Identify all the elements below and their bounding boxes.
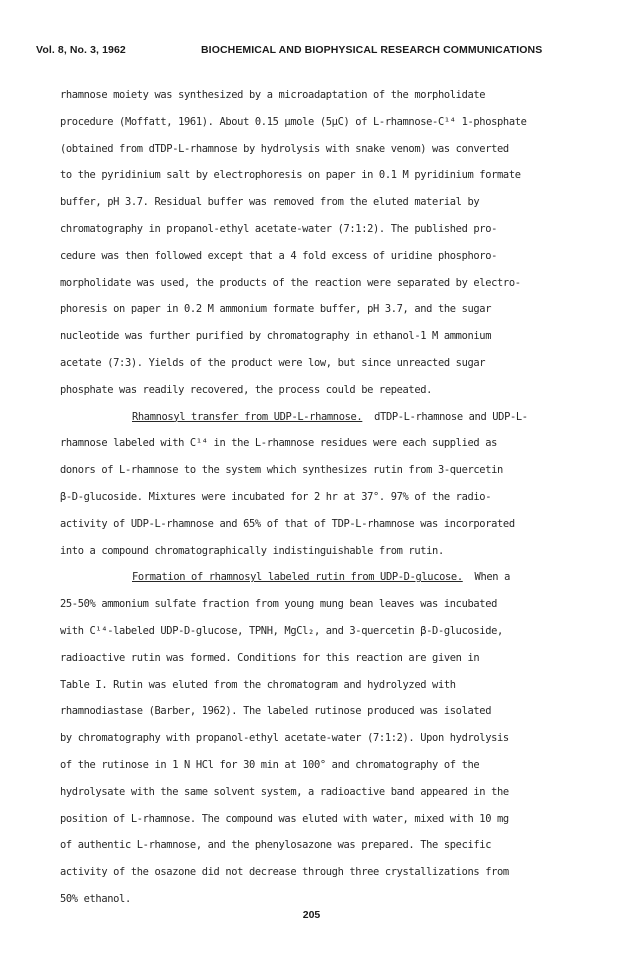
text-line: rhamnodiastase (Barber, 1962). The labeled rutinose produced was isolated [60, 705, 492, 718]
text-line: into a compound chromatographically indistinguishable from rutin. [60, 544, 444, 557]
text-line: cedure was then followed except that a 4 fold excess of uridine phosphoro- [60, 249, 498, 262]
article-body [60, 82, 590, 913]
paragraph-1 [60, 82, 590, 404]
text-line: buffer, pH 3.7. Residual buffer was removed from the eluted material by [60, 196, 480, 209]
page-number: 205 [302, 909, 321, 921]
text-line: phoresis on paper in 0.2 M ammonium formate buffer, pH 3.7, and the sugar [60, 303, 492, 316]
heading-continuation: dTDP-L-rhamnose and UDP-L- [362, 410, 528, 423]
text-line [60, 564, 590, 591]
section-heading: Formation of rhamnosyl labeled rutin from UDP-D-glucose. [132, 571, 463, 584]
text-line: 25-50% ammonium sulfate fraction from young mung bean leaves was incubated [60, 598, 498, 611]
text-line: of the rutinose in 1 N HCl for 30 min at 100° and chromatography of the [60, 758, 480, 771]
journal-issue: Vol. 8, No. 3, 1962 [36, 44, 126, 56]
journal-name: BIOCHEMICAL AND BIOPHYSICAL RESEARCH COMMUNICATIONS [201, 44, 543, 56]
text-line: activity of the osazone did not decrease through three crystallizations from [60, 866, 509, 879]
text-line: by chromatography with propanol-ethyl acetate-water (7:1:2). Upon hydrolysis [60, 732, 509, 745]
text-line: nucleotide was further purified by chromatography in ethanol-1 M ammonium [60, 330, 492, 343]
text-line: donors of L-rhamnose to the system which synthesizes rutin from 3-quercetin [60, 464, 503, 477]
text-line: radioactive rutin was formed. Conditions for this reaction are given in [60, 651, 480, 664]
text-line: acetate (7:3). Yields of the product were low, but since unreacted sugar [60, 356, 486, 369]
text-line: rhamnose labeled with C¹⁴ in the L-rhamnose residues were each supplied as [60, 437, 498, 450]
text-line: procedure (Moffatt, 1961). About 0.15 µmole (5µC) of L-rhamnose-C¹⁴ 1-phosphate [60, 115, 527, 128]
text-line: of authentic L-rhamnose, and the phenylosazone was prepared. The specific [60, 839, 492, 852]
paragraph-2 [60, 404, 590, 565]
text-line: position of L-rhamnose. The compound was eluted with water, mixed with 10 mg [60, 812, 509, 825]
text-line: morpholidate was used, the products of the reaction were separated by electro- [60, 276, 521, 289]
paragraph-3 [60, 564, 590, 912]
text-line: chromatography in propanol-ethyl acetate-water (7:1:2). The published pro- [60, 222, 498, 235]
text-line: hydrolysate with the same solvent system, a radioactive band appeared in the [60, 785, 509, 798]
text-line: to the pyridinium salt by electrophoresis on paper in 0.1 M pyridinium formate [60, 169, 521, 182]
text-line: 50% ethanol. [60, 892, 131, 905]
text-line: (obtained from dTDP-L-rhamnose by hydrolysis with snake venom) was converted [60, 142, 509, 155]
heading-continuation: When a [462, 571, 510, 584]
text-line: activity of UDP-L-rhamnose and 65% of that of TDP-L-rhamnose was incorporated [60, 517, 515, 530]
text-line: with C¹⁴-labeled UDP-D-glucose, TPNH, MgCl₂, and 3-quercetin β-D-glucoside, [60, 624, 503, 637]
text-line: Table I. Rutin was eluted from the chromatogram and hydrolyzed with [60, 678, 456, 691]
text-line [60, 404, 590, 431]
text-line: rhamnose moiety was synthesized by a microadaptation of the morpholidate [60, 89, 486, 101]
text-line: β-D-glucoside. Mixtures were incubated for 2 hr at 37°. 97% of the radio- [60, 490, 492, 503]
section-heading: Rhamnosyl transfer from UDP-L-rhamnose. [132, 410, 363, 423]
text-line: phosphate was readily recovered, the process could be repeated. [60, 383, 433, 396]
